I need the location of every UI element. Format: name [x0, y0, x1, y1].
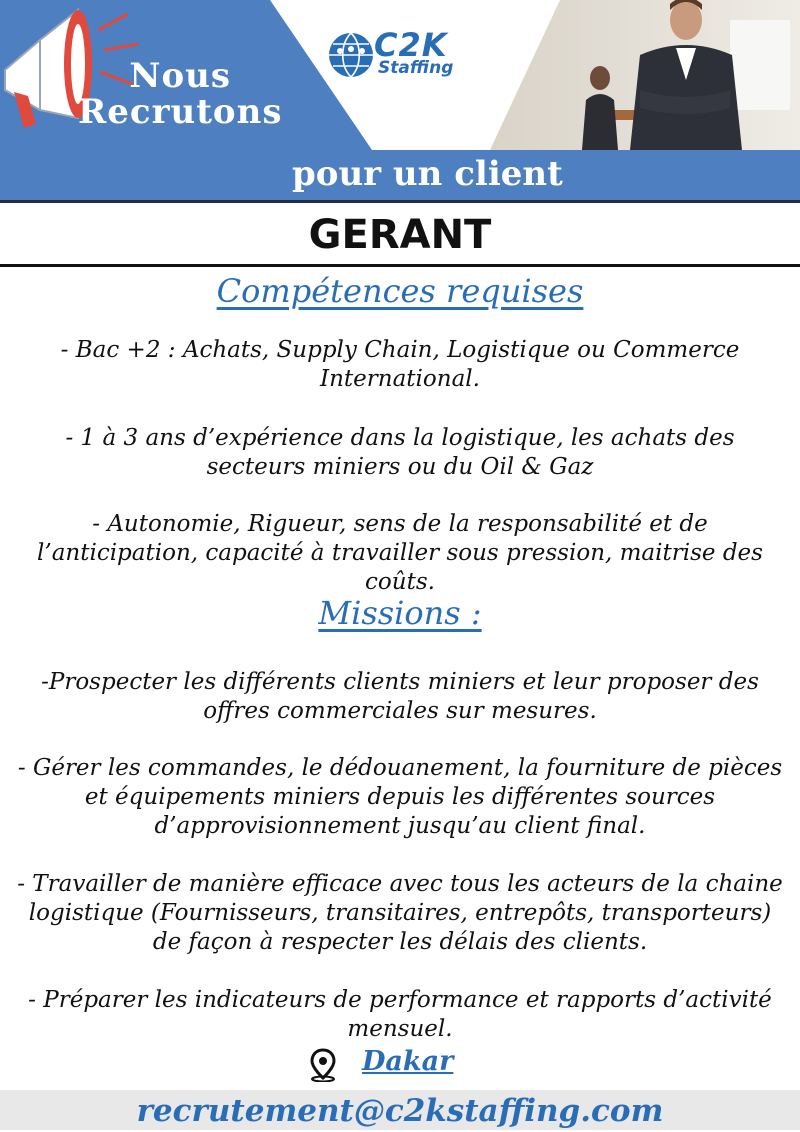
location-city[interactable]: Dakar — [362, 1046, 454, 1077]
footer — [0, 1090, 800, 1130]
mission-item: - Gérer les commandes, le dédouanement, la fourniture de pièces et équipements miniers depuis les différentes sources d’approvisionnement jusqu’au client final. — [17, 755, 783, 839]
company-logo — [322, 28, 482, 84]
client-band — [0, 150, 800, 203]
job-title: GERANT — [0, 206, 800, 267]
mission-item: - Travailler de manière efficace avec tous les acteurs de la chaine logistique (Fournisseurs, transitaires, entrepôts, transporteurs) de façon à respecter les délais des clients. — [17, 871, 783, 955]
headline-line-2: Recrutons — [78, 92, 283, 132]
logo-main-text: C2K — [374, 26, 448, 64]
competences-heading: Compétences requises — [216, 272, 584, 310]
header-banner — [0, 0, 800, 150]
logo-sub-text: Staffing — [378, 58, 454, 78]
contact-email-link[interactable]: recrutement@c2kstaffing.com — [136, 1093, 664, 1129]
client-band-text: pour un client — [292, 154, 563, 194]
competence-item: - Autonomie, Rigueur, sens de la responsabilité et de l’anticipation, capacité à travailler sous pression, maitrise des coûts. — [37, 511, 763, 595]
headline-line-1: Nous — [129, 56, 232, 96]
location-pin-icon — [310, 1048, 336, 1082]
mission-item: - Préparer les indicateurs de performance et rapports d’activité mensuel. — [28, 987, 772, 1042]
globe-people-logo-icon — [326, 30, 376, 80]
business-people-photo — [490, 0, 800, 150]
competence-item: - 1 à 3 ans d’expérience dans la logistique, les achats des secteurs miniers ou du Oil & Gaz — [65, 425, 735, 480]
missions-heading: Missions : — [318, 594, 482, 632]
mission-item: -Prospecter les différents clients miniers et leur proposer des offres commerciales sur mesures. — [41, 669, 759, 724]
competence-item: - Bac +2 : Achats, Supply Chain, Logistique ou Commerce International. — [60, 337, 740, 392]
headline — [78, 58, 282, 130]
